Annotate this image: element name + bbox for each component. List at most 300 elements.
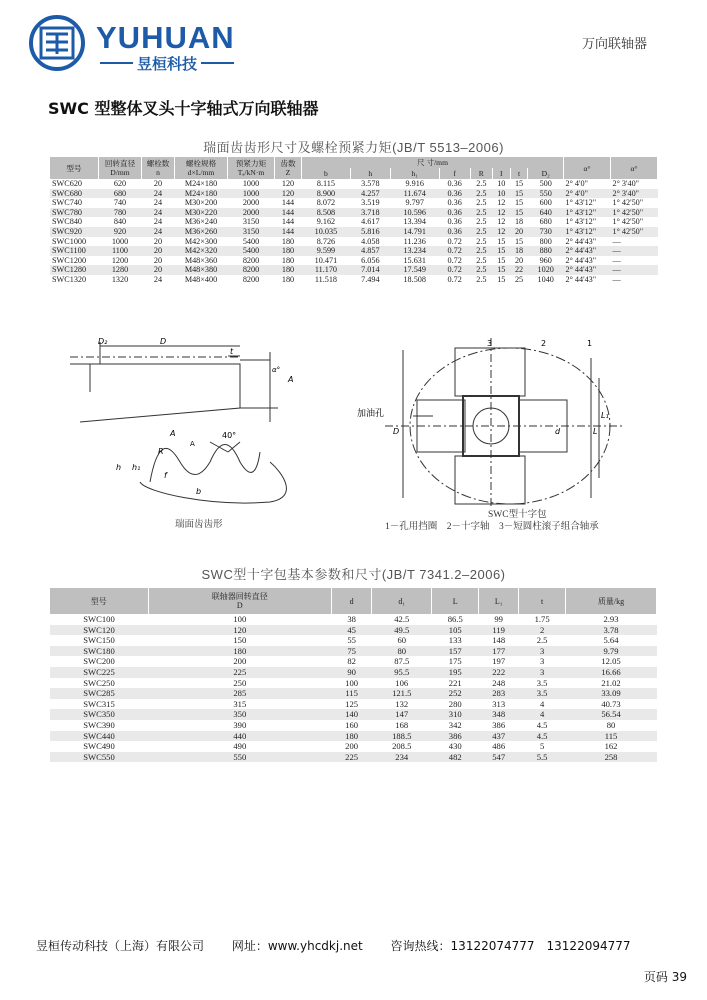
table-cell: 348 [479, 709, 519, 720]
table-cell: 18 [514, 217, 524, 227]
t1-subheader: b [302, 168, 351, 179]
table-cell: 486 [492, 741, 506, 752]
table-cell: 24 [142, 208, 175, 218]
table-cell: 15 [492, 246, 510, 256]
table-cell: 11.170 [302, 265, 351, 275]
table-cell: 8.115 [316, 179, 335, 188]
table-cell: 8200 [228, 265, 275, 275]
cross-pack-diagram [355, 338, 635, 508]
table-cell: 8.900 [302, 189, 351, 199]
table-row [50, 688, 657, 699]
table-cell: 22 [510, 265, 528, 275]
t1-subheader: D₂ [528, 168, 564, 179]
table-cell: M42×320 [175, 246, 228, 256]
table-cell: 2° 44'43" [565, 236, 597, 246]
table-cell: 2° 3'40" [611, 189, 658, 199]
table-cell: 2° 44'43" [564, 265, 611, 275]
table-cell: 9.79 [566, 646, 657, 657]
table-cell: 12 [492, 208, 510, 218]
table-cell: 2.5 [470, 265, 492, 275]
table-cell: 15 [492, 265, 510, 275]
table-cell: 9.797 [405, 198, 424, 208]
table-cell: 2 [519, 625, 566, 636]
table-cell: 1° 42'50" [612, 198, 644, 208]
table-cell: 2.5 [476, 274, 487, 284]
table-cell: 55 [347, 635, 356, 646]
table-cell: 8200 [242, 255, 260, 265]
table-cell: 180 [281, 274, 295, 284]
table-cell: 680 [99, 189, 142, 199]
table-cell: 9.599 [302, 246, 351, 256]
table-cell: 2° 44'43" [565, 274, 597, 284]
table-cell: 1000 [111, 236, 129, 246]
table-cell: SWC225 [50, 667, 148, 678]
table-cell: 2.5 [476, 198, 487, 208]
table-cell: 157 [432, 646, 479, 657]
table-cell: 2° 44'43" [564, 246, 611, 256]
table-cell: 640 [528, 208, 564, 218]
t1-header: α° [611, 157, 658, 179]
table-cell: 5.64 [603, 635, 619, 646]
table-cell: 11.236 [403, 236, 426, 246]
tooth-profile-diagram [60, 332, 320, 522]
table-cell: 1.75 [534, 614, 550, 624]
table-cell: 4.617 [361, 217, 380, 227]
table-cell: SWC740 [52, 198, 83, 208]
table-cell: M36×260 [175, 227, 228, 237]
page-title: SWC 型整体叉头十字轴式万向联轴器 [48, 99, 319, 118]
header-section: 万向联轴器 [581, 37, 647, 52]
table-cell: 120 [281, 179, 295, 188]
table-cell: SWC200 [83, 656, 115, 667]
table-row [50, 179, 658, 189]
table-cell: SWC780 [50, 208, 99, 218]
table-cell: 680 [539, 217, 552, 227]
t1-subheader: f [439, 168, 470, 179]
table-cell: 4.058 [361, 236, 380, 246]
t2-header: 质量/kg [566, 588, 657, 614]
table-cell: 56.54 [566, 709, 657, 720]
table-cell: SWC680 [50, 189, 99, 199]
table-cell: 5 [539, 741, 545, 752]
table-cell: M24×180 [175, 189, 228, 199]
table-cell: 10 [497, 179, 506, 188]
t1-header: 预紧力矩 Tₐ/kN·m [228, 157, 275, 179]
table-cell: 33.09 [566, 688, 657, 699]
t1-header: 回转直径 D/mm [99, 157, 142, 179]
table-cell: 38 [347, 614, 356, 624]
table-cell: — [612, 274, 621, 284]
table-cell: 1° 43'12" [564, 227, 611, 237]
table-cell: — [612, 236, 621, 246]
table-cell: 0.72 [447, 255, 462, 265]
table-cell: M42×300 [184, 236, 218, 246]
label-d-big: D [393, 427, 400, 436]
yuhuan-logo-icon [28, 14, 86, 72]
t1-header: 型号 [50, 157, 99, 179]
table-cell: 0.36 [439, 227, 470, 237]
table-cell: 1000 [228, 189, 275, 199]
table-cell: 280 [448, 698, 462, 709]
table-cell: 15.631 [403, 255, 426, 265]
t1-subheader: I [492, 168, 510, 179]
table-cell: 80 [606, 719, 616, 730]
table-row [50, 752, 657, 763]
table-cell: 24 [142, 189, 175, 199]
table-cell: 100 [233, 614, 247, 624]
table-cell: 1° 43'12" [565, 198, 597, 208]
table-cell: 1° 43'12" [564, 208, 611, 218]
table-cell: 95.5 [372, 667, 432, 678]
table-cell: 740 [113, 198, 127, 208]
table-cell: 180 [281, 255, 295, 265]
right-diagram-caption: SWC型十字包 [488, 510, 547, 520]
label-d-small: d [555, 427, 561, 436]
table-cell: 490 [233, 741, 247, 752]
table-cell: 144 [275, 208, 302, 218]
table-cell: M30×200 [184, 198, 218, 208]
table-cell: 0.36 [439, 208, 470, 218]
table-cell: 3150 [242, 217, 260, 227]
table-row [50, 625, 657, 636]
footer-website[interactable]: 网址：www.yhcdkj.net [231, 939, 363, 953]
table-cell: 162 [604, 741, 618, 752]
table-cell: 20 [142, 246, 175, 256]
table-cell: 15 [514, 236, 524, 246]
table-cell: 120 [148, 625, 332, 636]
table-cell: 121.5 [372, 688, 432, 699]
table-cell: 87.5 [394, 656, 410, 667]
table-cell: 342 [448, 719, 462, 730]
table-cell: 24 [153, 274, 163, 284]
t2-header: 型号 [50, 588, 148, 614]
table-cell: 148 [492, 635, 506, 646]
table-cell: 285 [148, 688, 332, 699]
table-cell: SWC440 [50, 731, 148, 742]
t1-header: α° [564, 157, 611, 179]
table-cell: 730 [528, 227, 564, 237]
table-cell: 390 [233, 719, 247, 730]
table-row [50, 720, 657, 731]
table-cell: 252 [432, 688, 479, 699]
table-cell: 3 [519, 646, 566, 657]
table-cell: 10.596 [390, 208, 439, 218]
table-cell: 11.518 [314, 274, 338, 284]
table-cell: 10 [492, 189, 510, 199]
table-cell: 2.5 [470, 189, 492, 199]
table-cell: 500 [539, 179, 552, 188]
table-cell: 0.72 [447, 236, 462, 246]
table-cell: 42.5 [394, 614, 410, 624]
table-cell: 0.72 [439, 265, 470, 275]
table-cell: 960 [539, 255, 552, 265]
t2-header: 联轴器回转直径 D [148, 588, 332, 614]
table-cell: 18 [510, 246, 528, 256]
table-cell: 3.519 [361, 198, 380, 208]
table-cell: 49.5 [372, 625, 432, 636]
table-row [50, 656, 657, 667]
table-row [50, 227, 658, 237]
table-row [50, 678, 657, 689]
table-cell: SWC1100 [50, 246, 99, 256]
table-row [50, 667, 657, 678]
table-cell: 840 [113, 217, 127, 227]
table-cell: 188.5 [372, 731, 432, 742]
table-cell: SWC150 [83, 635, 115, 646]
table-cell: 550 [148, 752, 332, 763]
table-cell: 115 [566, 731, 657, 742]
table-cell: 18.508 [403, 274, 426, 284]
table-cell: 5400 [242, 236, 260, 246]
table-cell: 4 [539, 698, 545, 709]
table-cell: 10.471 [314, 255, 338, 265]
label-l: L [593, 427, 598, 436]
table-cell: 80 [372, 646, 432, 657]
table-cell: 125 [345, 698, 359, 709]
table-cell: — [612, 255, 621, 265]
table-cell: 0.72 [439, 246, 470, 256]
table-cell: 144 [275, 227, 302, 237]
t1-header: 螺栓规格 d×L/mm [175, 157, 228, 179]
table-cell: SWC350 [50, 709, 148, 720]
label-40deg: 40° [222, 431, 237, 440]
table-cell: 12 [492, 227, 510, 237]
table-cell: 3.578 [361, 179, 380, 188]
tooth-spec-table [50, 157, 658, 285]
table-cell: 0.36 [439, 189, 470, 199]
table-cell: 180 [332, 731, 372, 742]
table-cell: 1320 [111, 274, 129, 284]
table-cell: 4 [519, 709, 566, 720]
table-cell: M48×380 [175, 265, 228, 275]
table-cell: 222 [479, 667, 519, 678]
table-cell: 7.494 [361, 274, 380, 284]
table-cell: 2000 [228, 208, 275, 218]
t1-subheader: t [510, 168, 528, 179]
table-cell: 248 [492, 677, 506, 688]
label-t: t [230, 347, 234, 356]
table-cell: 105 [432, 625, 479, 636]
table-row [50, 217, 658, 227]
table-cell: 880 [528, 246, 564, 256]
table-cell: 24 [153, 217, 163, 227]
table-cell: 180 [275, 246, 302, 256]
table-cell: 20 [510, 227, 528, 237]
table-row [50, 635, 657, 646]
table-cell: 20 [142, 265, 175, 275]
t1-subheader: R [470, 168, 492, 179]
table-row [50, 256, 658, 266]
table-cell: 20 [153, 236, 163, 246]
table-cell: 115 [332, 688, 372, 699]
table-cell: 547 [479, 752, 519, 763]
table-cell: 1200 [111, 255, 129, 265]
table-cell: 1° 43'12" [565, 217, 597, 227]
table-row [50, 208, 658, 218]
table-row [50, 265, 658, 275]
table-cell: 8.726 [316, 236, 336, 246]
label-l1: L₁ [601, 411, 609, 420]
table-cell: 2.93 [603, 614, 619, 624]
table-cell: 17.549 [390, 265, 439, 275]
table-cell: SWC550 [50, 752, 148, 763]
table-cell: 258 [566, 752, 657, 763]
table-cell: 90 [332, 667, 372, 678]
table-cell: 120 [275, 189, 302, 199]
table-row [50, 275, 658, 285]
table-row [50, 198, 658, 208]
table-cell: 4.5 [536, 719, 548, 730]
label-alpha: α° [272, 366, 281, 374]
table-cell: 16.66 [566, 667, 657, 678]
table-cell: 0.72 [447, 274, 462, 284]
table-cell: 144 [281, 198, 295, 208]
table-cell: 225 [148, 667, 332, 678]
table-cell: SWC390 [83, 719, 115, 730]
table-cell: 2° 4'0" [565, 179, 588, 188]
table-cell: 0.36 [447, 198, 462, 208]
table-cell: SWC1280 [50, 265, 99, 275]
table-cell: 20 [514, 255, 524, 265]
table-cell: 160 [345, 719, 359, 730]
label-h1: h₁ [132, 463, 141, 472]
table-cell: 14.791 [390, 227, 439, 237]
table-row [50, 699, 657, 710]
table-cell: SWC1000 [52, 236, 87, 246]
t1-header: 螺栓数 n [142, 157, 175, 179]
table-cell: 106 [395, 677, 409, 688]
table-cell: 86.5 [447, 614, 463, 624]
table-cell: 430 [448, 741, 462, 752]
brand-name: YUHUAN [96, 20, 235, 55]
table-cell: 197 [492, 656, 506, 667]
table-cell: 5.816 [350, 227, 390, 237]
table-cell: SWC490 [83, 741, 115, 752]
table-cell: 5400 [228, 246, 275, 256]
table-cell: 221 [448, 677, 462, 688]
t2-header: L₁ [479, 588, 519, 614]
table-cell: 234 [372, 752, 432, 763]
table-cell: 208.5 [392, 741, 412, 752]
brand-subtitle: 昱桓科技 [96, 54, 238, 72]
table-cell: 386 [432, 731, 479, 742]
table-cell: 99 [494, 614, 503, 624]
table-cell: 1° 42'50" [611, 227, 658, 237]
table-cell: 2.5 [476, 255, 487, 265]
table-cell: 13.394 [403, 217, 426, 227]
table-cell: 2° 44'43" [565, 255, 597, 265]
table-cell: 2.5 [470, 246, 492, 256]
table-cell: 315 [233, 698, 247, 709]
table-cell: 350 [148, 709, 332, 720]
table-cell: 10.035 [302, 227, 351, 237]
table-cell: 6.056 [361, 255, 380, 265]
table-cell: 0.36 [447, 179, 462, 188]
table-cell: 12.05 [601, 656, 621, 667]
table-cell: 2° 3'40" [612, 179, 640, 188]
footer-company: 昱桓传动科技（上海）有限公司 [36, 939, 205, 953]
table-cell: 133 [448, 635, 462, 646]
table-cell: 24 [142, 227, 175, 237]
table-cell: 200 [233, 656, 247, 667]
table-cell: 9.162 [316, 217, 336, 227]
table-cell: 2° 4'0" [564, 189, 611, 199]
table-cell: 168 [395, 719, 409, 730]
table-cell: 140 [332, 709, 372, 720]
table1-title: 瑞面齿齿形尺寸及螺栓预紧力矩(JB/T 5513–2006) [203, 140, 504, 155]
table-cell: SWC620 [52, 179, 83, 188]
table-cell: 600 [539, 198, 552, 208]
table-cell: M30×220 [175, 208, 228, 218]
table-cell: SWC100 [83, 614, 115, 624]
table-cell: M48×400 [184, 274, 218, 284]
table-cell: 180 [281, 236, 295, 246]
table-cell: SWC840 [52, 217, 83, 227]
table-cell: 800 [539, 236, 552, 246]
table-cell: 1° 42'50" [612, 217, 644, 227]
page-footer [36, 937, 655, 954]
table-cell: 8.072 [316, 198, 336, 208]
table-cell: 2.5 [470, 227, 492, 237]
table-cell: M48×360 [184, 255, 218, 265]
table-cell: 15 [497, 236, 506, 246]
table-cell: 21.02 [601, 677, 621, 688]
table-cell: M24×180 [184, 179, 218, 188]
table-cell: 780 [99, 208, 142, 218]
table-cell: SWC315 [83, 698, 115, 709]
label-oil-hole: 加油孔 [357, 409, 385, 419]
table-cell: 20 [153, 255, 163, 265]
label-3: 3 [487, 339, 493, 348]
t1-subheader: h₁ [390, 168, 439, 179]
right-diagram-legend: 1－孔用挡圈 2－十字轴 3－短圆柱滚子组合轴承 [385, 522, 599, 532]
table-cell: SWC920 [50, 227, 99, 237]
table-row [50, 189, 658, 199]
table-cell: 0.36 [447, 217, 462, 227]
table-cell: 2.5 [470, 208, 492, 218]
table-cell: 2.5 [536, 635, 548, 646]
t1-header: 尺 寸/mm [302, 157, 564, 168]
table-cell: 2000 [242, 198, 260, 208]
table-cell: SWC250 [83, 677, 115, 688]
table-cell: 437 [479, 731, 519, 742]
table-cell: 3.78 [566, 625, 657, 636]
table-cell: 144 [281, 217, 295, 227]
table-cell: 60 [397, 635, 407, 646]
table-cell: 180 [148, 646, 332, 657]
t2-header: t [519, 588, 566, 614]
label-a3: A [190, 440, 195, 448]
table-cell: SWC1200 [52, 255, 87, 265]
table-cell: 250 [233, 677, 247, 688]
label-f: f [164, 471, 167, 480]
table-row [50, 614, 657, 625]
table-cell: 40.73 [601, 698, 621, 709]
table-cell: 310 [432, 709, 479, 720]
table-cell: 313 [492, 698, 506, 709]
table-cell: 4.857 [350, 246, 390, 256]
table-cell: 45 [332, 625, 372, 636]
table-cell: SWC120 [50, 625, 148, 636]
table-cell: 119 [479, 625, 519, 636]
table-cell: 4.257 [350, 189, 390, 199]
table-cell: 150 [233, 635, 247, 646]
table-cell: 1° 42'50" [611, 208, 658, 218]
table-cell: 132 [395, 698, 409, 709]
table-cell: 3.718 [350, 208, 390, 218]
table-cell: 147 [372, 709, 432, 720]
table-cell: 283 [479, 688, 519, 699]
